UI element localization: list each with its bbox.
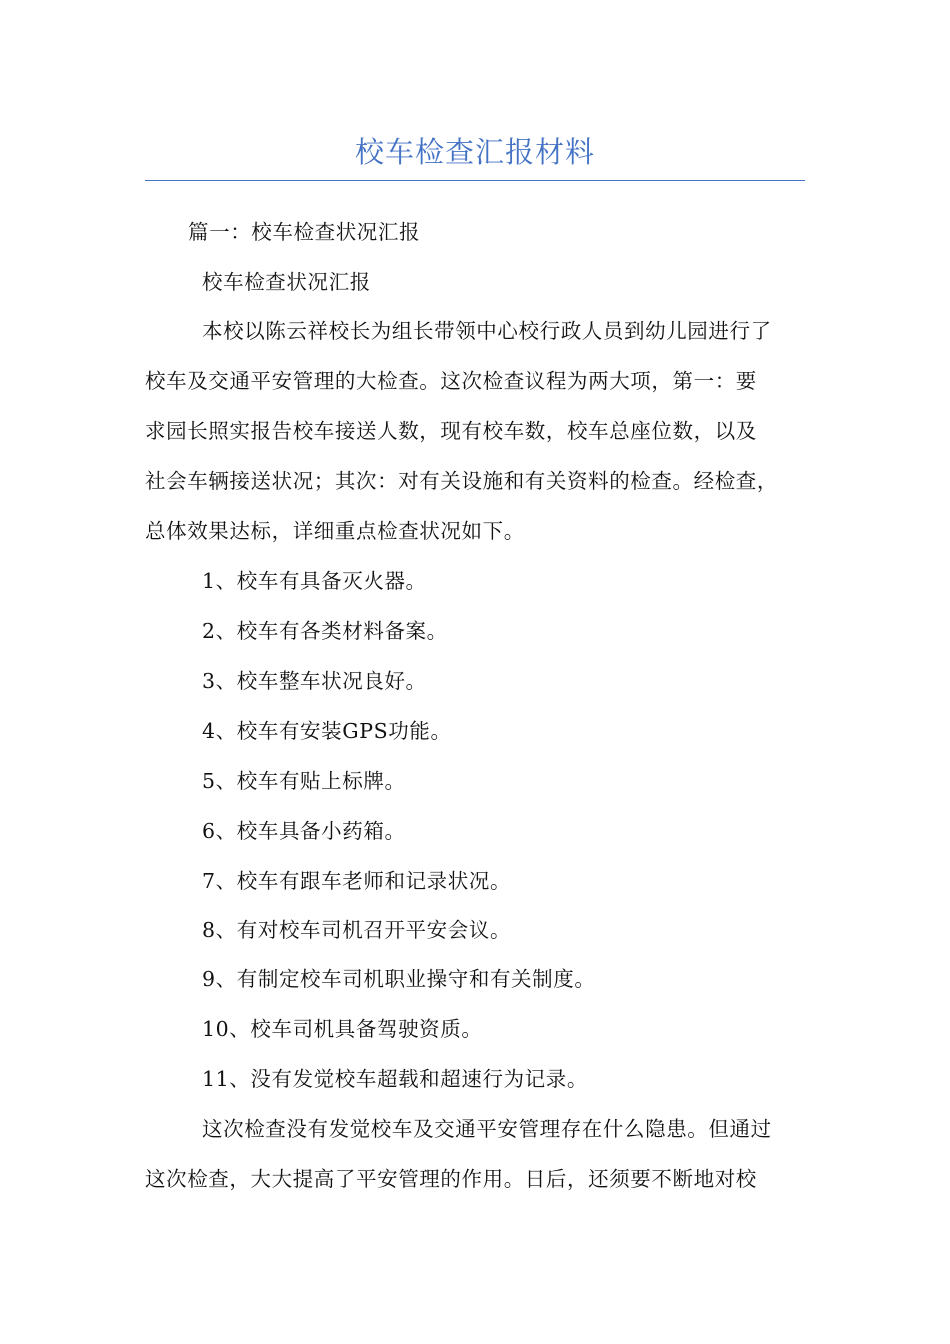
list-item: 5、校车有贴上标牌。 [202,769,406,793]
intro-line: 本校以陈云祥校长为组长带领中心校行政人员到幼儿园进行了 [202,319,772,343]
list-item: 4、校车有安装GPS功能。 [202,719,452,743]
title-underline [145,180,805,181]
part-heading: 篇一：校车检查状况汇报 [188,220,421,244]
intro-line: 社会车辆接送状况；其次：对有关设施和有关资料的检查。经检查， [145,469,778,493]
list-item: 8、有对校车司机召开平安会议。 [202,918,512,942]
list-item: 6、校车具备小药箱。 [202,819,406,843]
list-item: 1、校车有具备灭火器。 [202,569,427,593]
list-item: 7、校车有跟车老师和记录状况。 [202,869,512,893]
intro-line: 校车及交通平安管理的大检查。这次检查议程为两大项，第一：要 [145,369,757,393]
closing-line: 这次检查没有发觉校车及交通平安管理存在什么隐患。但通过 [202,1117,772,1141]
list-item: 2、校车有各类材料备案。 [202,619,448,643]
list-item: 3、校车整车状况良好。 [202,669,427,693]
subheading: 校车检查状况汇报 [202,270,371,294]
document-title: 校车检查汇报材料 [354,135,595,169]
intro-line: 总体效果达标，详细重点检查状况如下。 [145,519,525,543]
list-item: 10、校车司机具备驾驶资质。 [202,1017,483,1041]
list-item: 9、有制定校车司机职业操守和有关制度。 [202,967,596,991]
intro-line: 求园长照实报告校车接送人数，现有校车数，校车总座位数，以及 [145,419,757,443]
closing-line: 这次检查，大大提高了平安管理的作用。日后，还须要不断地对校 [145,1167,757,1191]
list-item: 11、没有发觉校车超载和超速行为记录。 [202,1067,588,1091]
